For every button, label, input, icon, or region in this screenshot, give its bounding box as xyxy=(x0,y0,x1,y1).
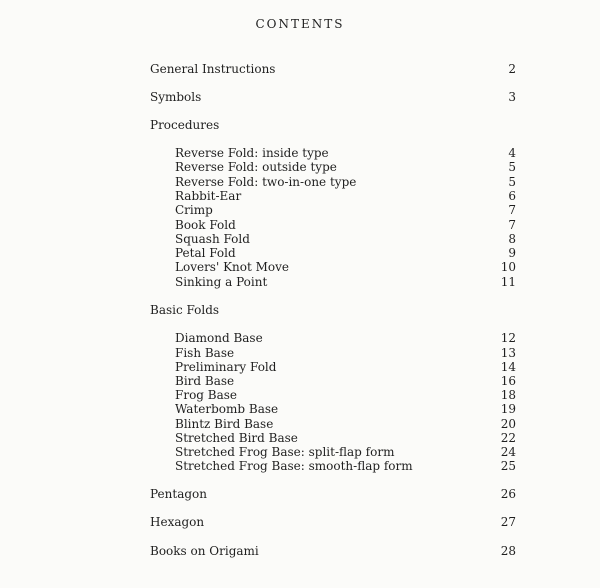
toc-entry-title: General Instructions xyxy=(150,62,276,76)
toc-page-number: 10 xyxy=(500,260,516,274)
toc-page-number: 18 xyxy=(500,388,516,402)
toc-entry-title: Crimp xyxy=(175,203,213,217)
toc-entry xyxy=(0,330,600,346)
toc-section xyxy=(0,514,600,530)
toc-entry-title: Bird Base xyxy=(175,374,235,388)
toc-page-number: 24 xyxy=(500,445,516,459)
toc-entry-title: Book Fold xyxy=(175,218,236,232)
toc-page-number: 2 xyxy=(508,62,516,76)
toc-entry-title: Fish Base xyxy=(175,346,235,360)
toc-page-number: 3 xyxy=(508,90,516,104)
toc-page-number: 16 xyxy=(500,374,516,388)
toc-section xyxy=(0,486,600,502)
toc-page-number: 19 xyxy=(500,402,516,416)
toc-page-number: 5 xyxy=(508,175,516,189)
toc-entry xyxy=(0,202,600,218)
toc-entry-title: Stretched Frog Base: split-flap form xyxy=(175,445,395,459)
toc-entry-title: Stretched Frog Base: smooth-flap form xyxy=(175,459,413,473)
toc-page-number: 8 xyxy=(508,232,516,246)
toc-entry xyxy=(0,274,600,290)
toc-entry xyxy=(0,401,600,417)
toc-entry-title: Symbols xyxy=(150,90,202,104)
toc-entry-title: Petal Fold xyxy=(175,246,236,260)
toc-page-number: 4 xyxy=(508,146,516,160)
toc-page-number: 27 xyxy=(500,515,516,529)
toc-entry xyxy=(0,159,600,175)
toc-section xyxy=(0,89,600,105)
toc-entry-title: Frog Base xyxy=(175,388,238,402)
toc-page-number: 6 xyxy=(508,189,516,203)
toc-page-number: 22 xyxy=(500,431,516,445)
toc-page-number: 11 xyxy=(500,275,516,289)
toc-page-number: 28 xyxy=(500,544,516,558)
toc-entry-title: Pentagon xyxy=(150,487,207,501)
toc-page-number: 25 xyxy=(500,459,516,473)
toc-entry-title: Basic Folds xyxy=(150,303,220,317)
toc-section xyxy=(0,543,600,559)
toc-entry-title: Sinking a Point xyxy=(175,275,268,289)
toc-entry-title: Procedures xyxy=(150,118,220,132)
toc-page-number: 5 xyxy=(508,160,516,174)
toc-entry-title: Stretched Bird Base xyxy=(175,431,298,445)
toc-entry-title: Squash Fold xyxy=(175,232,250,246)
toc-section xyxy=(0,117,600,133)
toc-page-number: 13 xyxy=(500,346,516,360)
toc-entry xyxy=(0,458,600,474)
toc-entry-title: Lovers' Knot Move xyxy=(175,260,290,274)
toc-page-number: 7 xyxy=(508,218,516,232)
toc-section xyxy=(0,61,600,77)
toc-page-number: 9 xyxy=(508,246,516,260)
toc-entry-title: Waterbomb Base xyxy=(175,402,279,416)
toc-entry-title: Reverse Fold: inside type xyxy=(175,146,329,160)
toc-entry-title: Preliminary Fold xyxy=(175,360,277,374)
toc-entry-title: Blintz Bird Base xyxy=(175,417,274,431)
toc-entry-title: Hexagon xyxy=(150,515,205,529)
toc-page-number: 14 xyxy=(500,360,516,374)
page-title: CONTENTS xyxy=(255,17,345,31)
toc-page-number: 7 xyxy=(508,203,516,217)
toc-section xyxy=(0,302,600,318)
toc-entry xyxy=(0,259,600,275)
toc-entry-title: Rabbit-Ear xyxy=(175,189,242,203)
toc-entry-title: Reverse Fold: two-in-one type xyxy=(175,175,357,189)
toc-entry-title: Reverse Fold: outside type xyxy=(175,160,337,174)
toc-page-number: 26 xyxy=(500,487,516,501)
toc-entry-title: Books on Origami xyxy=(150,544,259,558)
toc-page-number: 20 xyxy=(500,417,516,431)
toc-entry-title: Diamond Base xyxy=(175,331,263,345)
toc-page-number: 12 xyxy=(500,331,516,345)
